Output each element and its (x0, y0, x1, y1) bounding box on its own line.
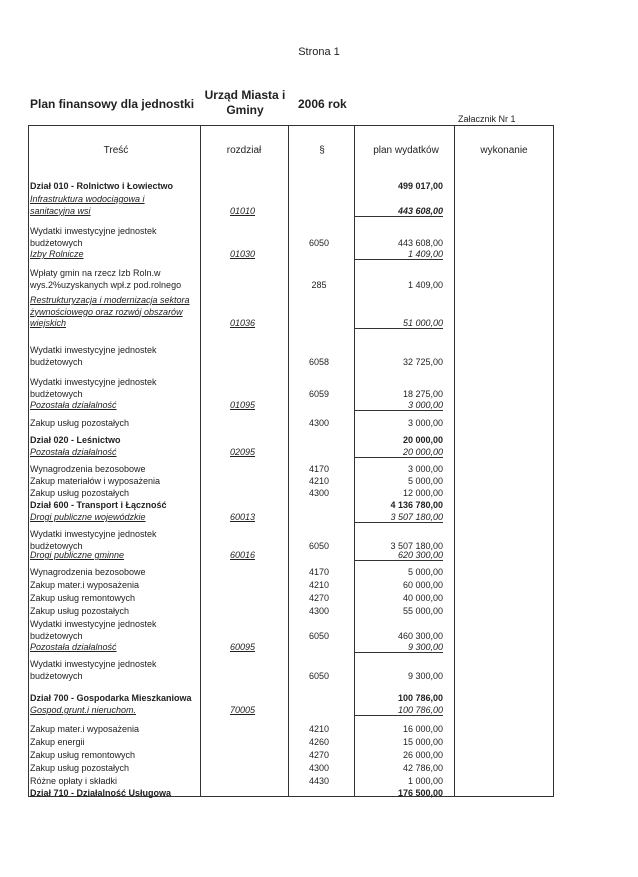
row-amount: 9 300,00 (407, 670, 443, 681)
row-description (30, 249, 202, 261)
row-description (30, 776, 202, 788)
row-amount: 18 275,00 (402, 388, 443, 399)
row-description (30, 606, 202, 618)
row-description (30, 418, 202, 430)
row-paragraph: 4210 (308, 580, 330, 590)
row-chapter: 02095 (230, 447, 256, 457)
description-line: Zakup usług remontowych (30, 750, 136, 760)
description-line: żywnościowego oraz rozwój obszarów (30, 306, 183, 317)
row-description (30, 659, 202, 682)
row-description (30, 400, 202, 412)
description-line: Wydatki inwestycyjne jednostek (30, 619, 157, 629)
row-amount: 499 017,00 (397, 181, 443, 191)
row-chapter: 60013 (230, 512, 256, 522)
description-line: Gospod.grunt.i nieruchom. (30, 705, 137, 715)
row-chapter: 60095 (230, 642, 256, 652)
row-amount: 9 300,00 (355, 642, 443, 653)
description-line: sanitacyjna wsi (30, 205, 91, 216)
description-line: Drogi publiczne gminne (30, 550, 125, 560)
description-line: Wydatki inwestycyjne jednostek (30, 529, 157, 539)
description-line: Dział 020 - Leśnictwo (30, 435, 121, 445)
description-line: budżetowych (30, 356, 83, 367)
row-description (30, 476, 202, 488)
description-line: Wydatki inwestycyjne jednostek (30, 226, 157, 236)
row-amount: 16 000,00 (402, 724, 443, 734)
row-chapter: 01010 (230, 205, 256, 216)
row-paragraph: 6050 (308, 237, 330, 248)
row-description (30, 295, 202, 330)
row-amount: 3 507 180,00 (390, 540, 443, 551)
description-line: Różne opłaty i składki (30, 776, 118, 786)
description-line: Zakup usług pozostałych (30, 606, 130, 616)
description-line: Wynagrodzenia bezosobowe (30, 567, 146, 577)
row-description (30, 788, 202, 800)
row-description (30, 737, 202, 749)
document-title: Plan finansowy dla jednostki (30, 97, 195, 111)
row-description (30, 500, 202, 512)
description-line: Wynagrodzenia bezosobowe (30, 464, 146, 474)
row-description (30, 377, 202, 400)
row-description (30, 268, 202, 291)
row-amount: 3 000,00 (355, 400, 443, 411)
description-line: Pozostała działalność (30, 642, 117, 652)
description-line: Pozostała działalność (30, 400, 117, 410)
description-line: Dział 010 - Rolnictwo i Łowiectwo (30, 181, 174, 191)
row-chapter: 70005 (230, 705, 256, 715)
row-description (30, 763, 202, 775)
row-amount: 100 786,00 (397, 693, 443, 703)
row-amount: 460 300,00 (397, 630, 443, 641)
description-line: Zakup usług pozostałych (30, 488, 130, 498)
row-description (30, 642, 202, 654)
row-description (30, 693, 202, 705)
description-line: Pozostała działalność (30, 447, 117, 457)
header-paragraph: § (319, 145, 325, 156)
description-line: wys.2%uzyskanych wpł.z pod.rolnego (30, 279, 182, 290)
row-chapter: 60016 (230, 550, 256, 560)
column-divider (288, 126, 289, 796)
row-paragraph: 4430 (308, 776, 330, 786)
row-amount: 176 500,00 (397, 788, 443, 798)
description-line: Zakup materiałów i wyposażenia (30, 476, 161, 486)
header-plan: plan wydatków (373, 145, 439, 156)
row-amount: 40 000,00 (402, 593, 443, 603)
description-line: Dział 700 - Gospodarka Mieszkaniowa (30, 693, 192, 703)
description-line: budżetowych (30, 670, 83, 681)
row-chapter: 01036 (230, 318, 256, 328)
row-paragraph: 6059 (308, 388, 330, 399)
row-paragraph: 4210 (308, 724, 330, 734)
description-line: Zakup usług remontowych (30, 593, 136, 603)
row-amount: 55 000,00 (402, 606, 443, 616)
row-description (30, 550, 202, 562)
row-paragraph: 6050 (308, 670, 330, 681)
row-amount: 60 000,00 (402, 580, 443, 590)
row-chapter: 01030 (230, 249, 256, 259)
row-description (30, 593, 202, 605)
year-label: 2006 rok (298, 97, 347, 111)
row-description (30, 435, 202, 447)
row-amount: 20 000,00 (355, 447, 443, 458)
description-line: Wydatki inwestycyjne jednostek (30, 345, 157, 355)
row-paragraph: 4210 (308, 476, 330, 486)
row-paragraph: 4270 (308, 750, 330, 760)
row-amount: 1 000,00 (407, 776, 443, 786)
row-paragraph: 4300 (308, 488, 330, 498)
description-line: budżetowych (30, 237, 83, 248)
row-description (30, 580, 202, 592)
description-line: Izby Rolnicze (30, 249, 84, 259)
description-line: Restrukturyzacja i modernizacja sektora (30, 295, 190, 305)
row-amount: 12 000,00 (402, 488, 443, 498)
row-amount: 3 000,00 (407, 464, 443, 474)
description-line: Wydatki inwestycyjne jednostek (30, 377, 157, 387)
description-line: wiejskich (30, 318, 67, 328)
header-execution: wykonanie (480, 145, 528, 156)
description-line: Drogi publiczne wojewódzkie (30, 512, 146, 522)
column-divider (454, 126, 455, 796)
row-paragraph: 4170 (308, 567, 330, 577)
row-description (30, 345, 202, 368)
row-paragraph: 6058 (308, 356, 330, 367)
description-line: Dział 600 - Transport i Łączność (30, 500, 167, 510)
office-name (200, 88, 290, 118)
row-amount: 42 786,00 (402, 763, 443, 773)
office-line-2: Gminy (226, 103, 264, 117)
row-paragraph: 285 (311, 279, 327, 290)
description-line: budżetowych (30, 630, 83, 641)
row-amount: 26 000,00 (402, 750, 443, 760)
description-line: budżetowych (30, 540, 83, 551)
row-amount: 15 000,00 (402, 737, 443, 747)
row-amount: 100 786,00 (355, 705, 443, 716)
row-amount: 32 725,00 (402, 356, 443, 367)
row-description (30, 464, 202, 476)
description-line: Zakup energii (30, 737, 85, 747)
header-desc: Treść (103, 145, 129, 156)
row-description (30, 194, 202, 217)
row-amount: 51 000,00 (355, 318, 443, 329)
row-amount: 20 000,00 (402, 435, 443, 445)
description-line: budżetowych (30, 388, 83, 399)
row-description (30, 512, 202, 524)
row-amount: 620 300,00 (355, 550, 443, 561)
annex-label: Załacznik Nr 1 (458, 114, 516, 124)
row-paragraph: 4170 (308, 464, 330, 474)
row-amount: 5 000,00 (407, 476, 443, 486)
description-line: Zakup mater.i wyposażenia (30, 580, 140, 590)
header-chapter: rozdział (226, 145, 262, 156)
row-description (30, 488, 202, 500)
row-paragraph: 4260 (308, 737, 330, 747)
description-line: Zakup mater.i wyposażenia (30, 724, 140, 734)
row-paragraph: 4300 (308, 606, 330, 616)
row-description (30, 567, 202, 579)
row-description (30, 226, 202, 249)
description-line: Wydatki inwestycyjne jednostek (30, 659, 157, 669)
row-paragraph: 4300 (308, 763, 330, 773)
row-paragraph: 4300 (308, 418, 330, 428)
row-chapter: 01095 (230, 400, 256, 410)
row-amount: 1 409,00 (355, 249, 443, 260)
row-amount: 3 000,00 (407, 418, 443, 428)
description-line: Infrastruktura wodociągowa i (30, 194, 145, 204)
row-description (30, 447, 202, 459)
row-description (30, 619, 202, 642)
row-paragraph: 6050 (308, 630, 330, 641)
row-paragraph: 4270 (308, 593, 330, 603)
row-amount: 5 000,00 (407, 567, 443, 577)
description-line: Zakup usług pozostałych (30, 418, 130, 428)
description-line: Wpłaty gmin na rzecz Izb Roln.w (30, 268, 161, 278)
row-amount: 3 507 180,00 (355, 512, 443, 523)
office-line-1: Urząd Miasta i (204, 88, 286, 102)
row-description (30, 724, 202, 736)
row-amount: 4 136 780,00 (390, 500, 443, 510)
row-amount: 443 608,00 (397, 237, 443, 248)
row-paragraph: 6050 (308, 540, 330, 551)
row-amount: 1 409,00 (407, 279, 443, 290)
page-number: Strona 1 (298, 46, 340, 58)
description-line: Zakup usług pozostałych (30, 763, 130, 773)
row-amount: 443 608,00 (355, 206, 443, 217)
row-description (30, 529, 202, 552)
row-description (30, 750, 202, 762)
description-line: Dział 710 - Działalność Usługowa (30, 788, 172, 798)
row-description (30, 181, 202, 193)
row-description (30, 705, 202, 717)
